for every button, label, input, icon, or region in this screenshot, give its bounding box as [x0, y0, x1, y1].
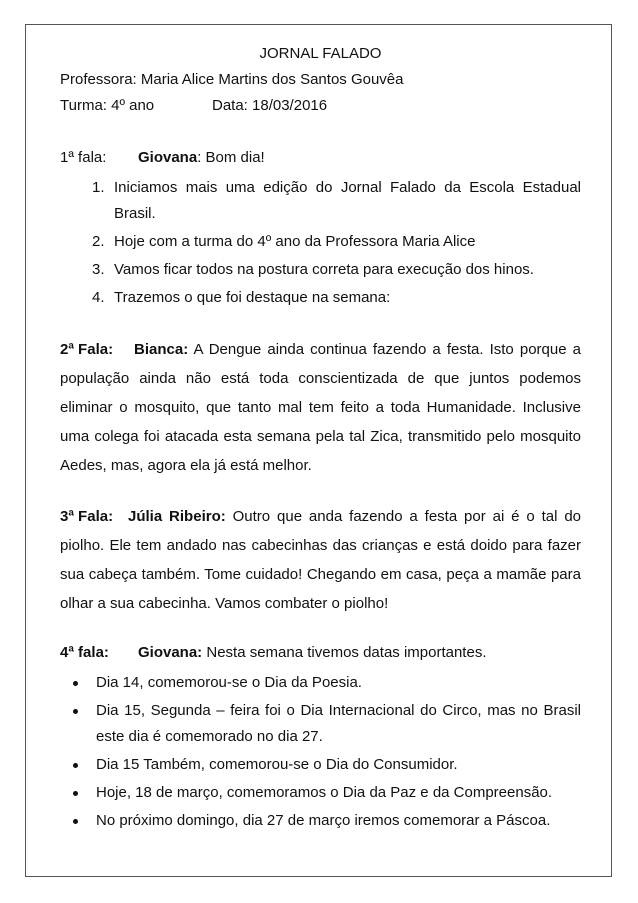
speech-1-speaker: Giovana — [138, 149, 198, 166]
date-label: Data: 18/03/2016 — [212, 97, 328, 114]
document-title: JORNAL FALADO — [259, 45, 382, 62]
list-item: No próximo domingo, dia 27 de março iremos comemorar a Páscoa. — [60, 808, 581, 834]
speech-3-speaker: Júlia Ribeiro: — [128, 508, 226, 525]
speech-4-text: Nesta semana tivemos datas importantes. — [206, 644, 487, 661]
bullet-icon — [73, 681, 78, 686]
speech-1-heading — [60, 145, 581, 171]
speech-3-text: Outro que anda fazendo a festa por ai é o tal do piolho. Ele tem andado nas cabecinhas das crianças e está doido para fazer sua cabeça também. Tome cuidado! Chegando em casa, peça a mamãe para olhar a sua cabecinha. Vamos combater o piolho! — [60, 508, 581, 612]
speech-4-label: 4ª fala: — [60, 644, 109, 661]
teacher-line: Professora: Maria Alice Martins dos Santos Gouvêa — [60, 71, 404, 88]
class-date-line — [60, 93, 581, 119]
speech-1-list — [60, 175, 581, 311]
list-item: 3. Vamos ficar todos na postura correta para execução dos hinos. — [92, 261, 534, 278]
speech-2-label: 2ª Fala: — [60, 341, 114, 358]
speech-1-label: 1ª fala: — [60, 149, 107, 166]
list-item: Dia 15 Também, comemorou-se o Dia do Consumidor. — [60, 752, 581, 778]
speech-2-text: A Dengue ainda continua fazendo a festa. Isto porque a população ainda não está toda conscientizada de que juntos podemos eliminar o mosquito, que tanto mal tem feito a toda Humanidade. Inclusive uma colega foi atacada esta semana pela tal Zica, transmitido pelo mosquito Aedes, mas, agora ela já está melhor. — [60, 341, 581, 474]
list-item: 2. Hoje com a turma do 4º ano da Professora Maria Alice — [92, 233, 476, 250]
speech-3-paragraph — [60, 502, 581, 618]
bullet-icon — [73, 709, 78, 714]
speech-4-speaker: Giovana: — [138, 644, 203, 661]
speech-4-heading — [60, 640, 581, 666]
bullet-icon — [73, 763, 78, 768]
speech-2-speaker: Bianca: — [134, 341, 189, 358]
class-label: Turma: 4º ano — [60, 97, 155, 114]
list-item: Hoje, 18 de março, comemoramos o Dia da Paz e da Compreensão. — [60, 780, 581, 806]
speech-4-list — [60, 670, 581, 834]
list-item: 4. Trazemos o que foi destaque na semana: — [92, 289, 391, 306]
bullet-icon — [73, 819, 78, 824]
speech-2-paragraph — [60, 335, 581, 480]
document-page — [25, 24, 612, 877]
list-item: 1. Iniciamos mais uma edição do Jornal Falado da Escola Estadual Brasil. — [92, 179, 581, 222]
document-content — [60, 41, 581, 836]
list-item: Dia 15, Segunda – feira foi o Dia Internacional do Circo, mas no Brasil este dia é comemorado no dia 27. — [60, 698, 581, 750]
list-item: Dia 14, comemorou-se o Dia da Poesia. — [60, 670, 581, 696]
speech-3-label: 3ª Fala: — [60, 508, 114, 525]
bullet-icon — [73, 791, 78, 796]
speech-1-text: : Bom dia! — [197, 149, 265, 166]
